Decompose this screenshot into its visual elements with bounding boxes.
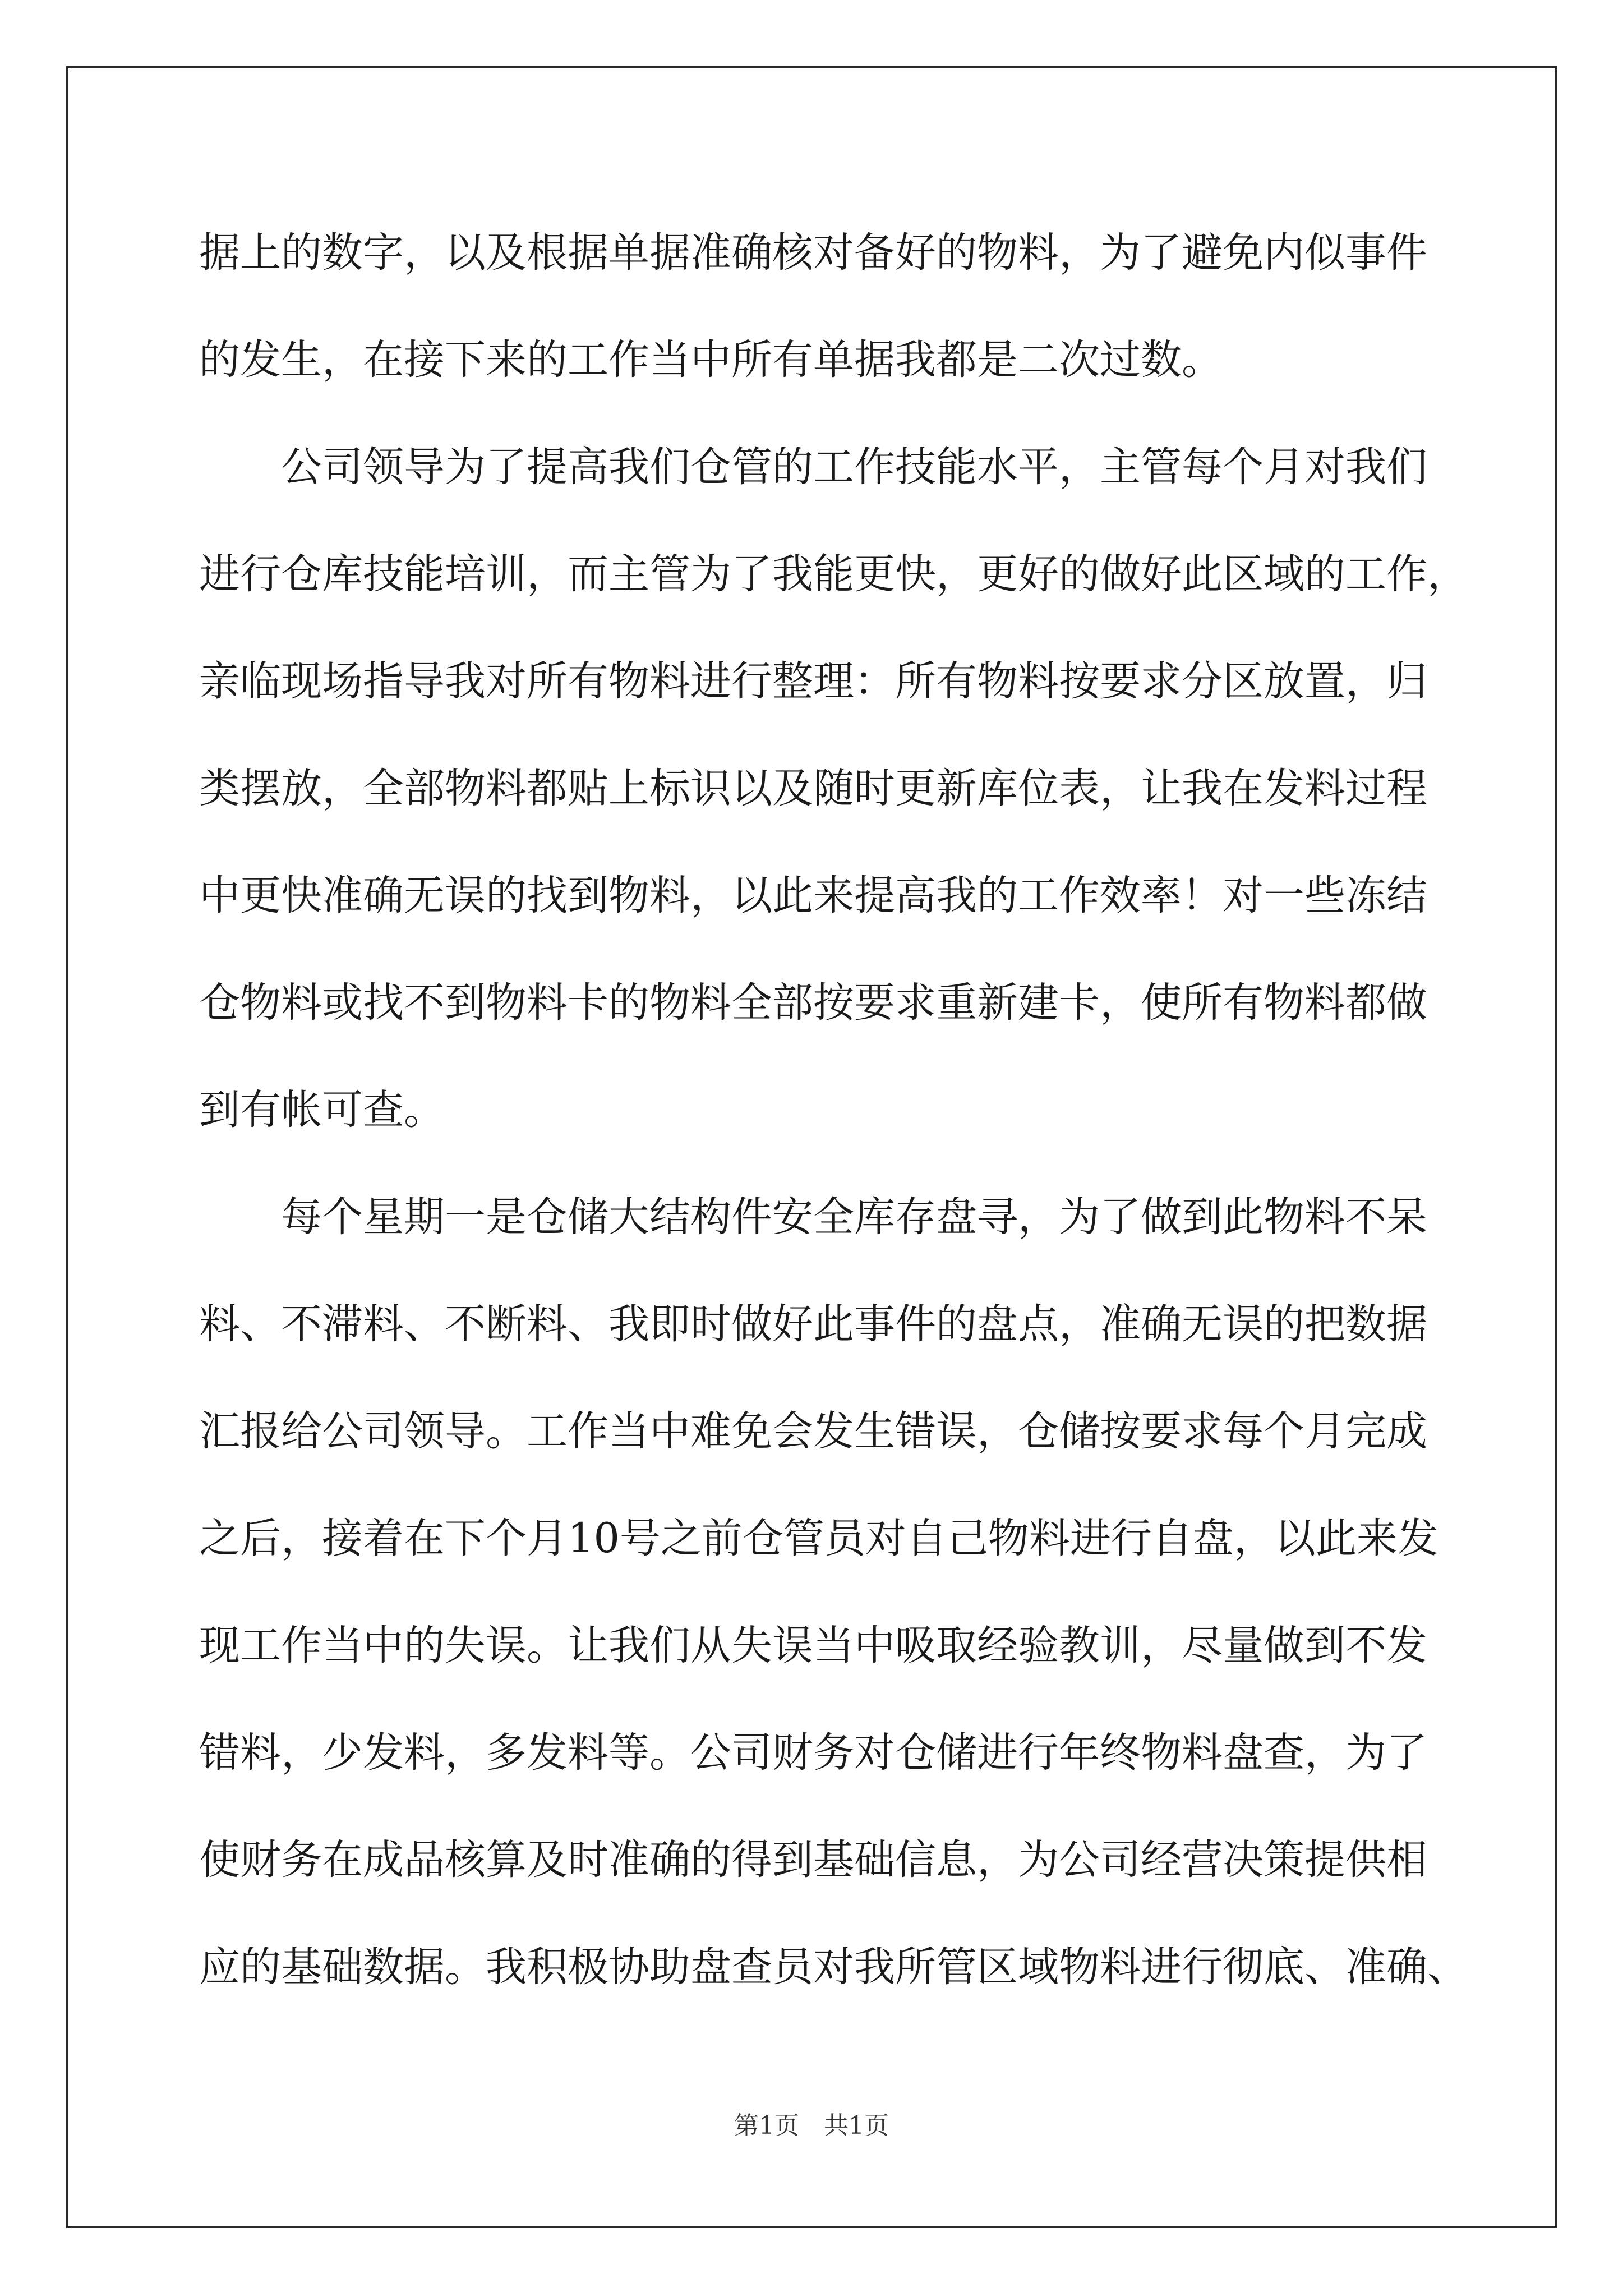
text-line: 现 工 作 当 中 的 失 误 。 让 我 们 从 失 误 当 中 吸 取 经 验 教 训 ， 尽 量 做 到 不 发 <box>199 1622 1427 1669</box>
document-body <box>199 199 1468 2021</box>
text-line: 据 上 的 数 字 ， 以 及 根 据 单 据 准 确 核 对 备 好 的 物 料 ， 为 了 避 免 内 似 事 件 <box>199 229 1427 277</box>
text-line: 中 更 快 准 确 无 误 的 找 到 物 料 ， 以 此 来 提 高 我 的 工 作 效 率 ！ 对 一 些 冻 结 <box>199 872 1427 919</box>
text-line: 料 、 不 滞 料 、 不 断 料 、 我 即 时 做 好 此 事 件 的 盘 点 ， 准 确 无 误 的 把 数 据 <box>199 1300 1427 1348</box>
text-line: 汇 报 给 公 司 领 导 。 工 作 当 中 难 免 会 发 生 错 误 ， 仓 储 按 要 求 每 个 月 完 成 <box>199 1407 1427 1455</box>
text-line: 每 个 星 期 一 是 仓 储 大 结 构 件 安 全 库 存 盘 寻 ， 为 了 做 到 此 物 料 不 呆 <box>281 1193 1427 1241</box>
text-line: 使 财 务 在 成 品 核 算 及 时 准 确 的 得 到 基 础 信 息 ， 为 公 司 经 营 决 策 提 供 相 <box>199 1836 1427 1884</box>
text-line: 类 摆 放 ， 全 部 物 料 都 贴 上 标 识 以 及 随 时 更 新 库 位 表 ， 让 我 在 发 料 过 程 <box>199 765 1427 812</box>
text-line: 到有帐可查。 <box>199 1086 445 1134</box>
text-line: 之 后 ， 接 着 在 下 个 月 10 号 之 前 仓 管 员 对 自 己 物 料 进 行 自 盘 ， 以 此 来 发 <box>199 1515 1438 1562</box>
text-line: 进 行 仓 库 技 能 培 训 ， 而 主 管 为 了 我 能 更 快 ， 更 好 的 做 好 此 区 域 的 工 作 ， <box>199 550 1468 598</box>
page-footer: 第1页 共1页 <box>734 2111 889 2140</box>
text-line: 的发生，在接下来的工作当中所有单据我都是二次过数。 <box>199 336 1223 384</box>
text-line: 错 料 ， 少 发 料 ， 多 发 料 等 。 公 司 财 务 对 仓 储 进 行 年 终 物 料 盘 查 ， 为 了 <box>199 1729 1427 1777</box>
text-line: 仓 物 料 或 找 不 到 物 料 卡 的 物 料 全 部 按 要 求 重 新 建 卡 ， 使 所 有 物 料 都 做 <box>199 979 1427 1027</box>
text-line: 应 的 基 础 数 据 。 我 积 极 协 助 盘 查 员 对 我 所 管 区 域 物 料 进 行 彻 底 、 准 确 、 <box>199 1943 1468 1991</box>
text-line: 公 司 领 导 为 了 提 高 我 们 仓 管 的 工 作 技 能 水 平 ， 主 管 每 个 月 对 我 们 <box>281 443 1427 491</box>
text-line: 亲 临 现 场 指 导 我 对 所 有 物 料 进 行 整 理 ： 所 有 物 料 按 要 求 分 区 放 置 ， 归 <box>199 657 1427 705</box>
